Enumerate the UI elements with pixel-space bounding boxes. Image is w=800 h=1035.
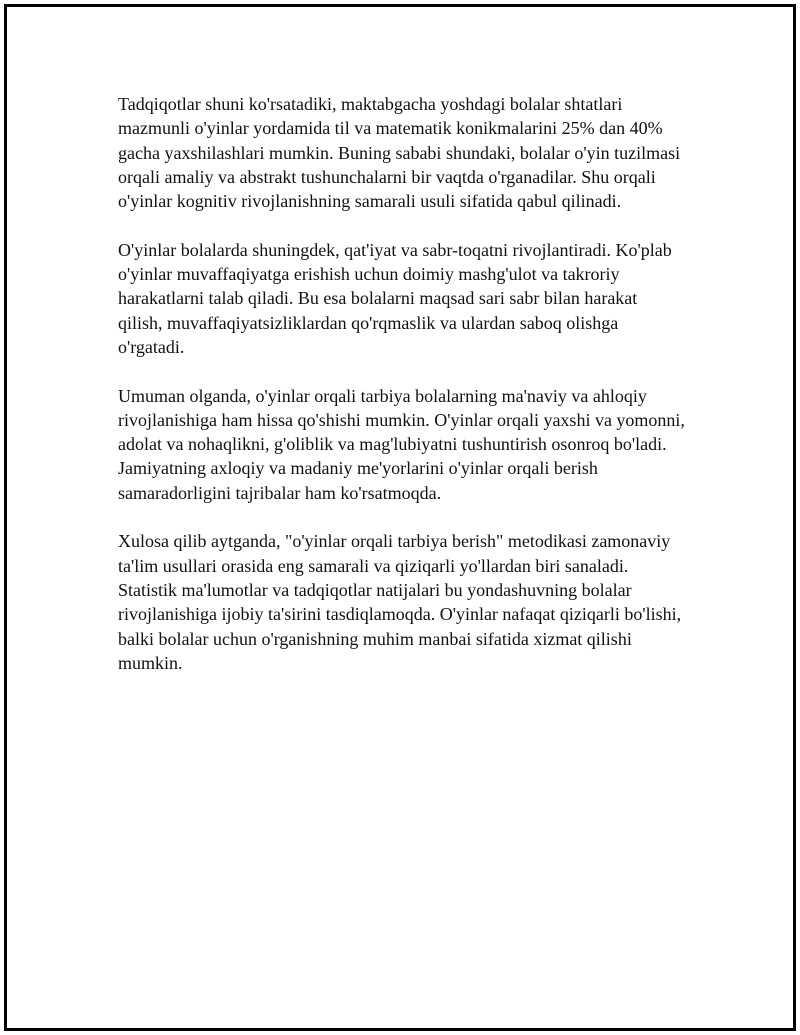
paragraph-conclusion: Xulosa qilib aytganda, "o'yinlar orqali tarbiya berish" metodikasi zamonaviy ta'lim usullari orasida eng samarali va qiziqarli yo'llardan biri sanaladi. Statistik ma'lumotlar va tadqiqotlar natijalari bu yondashuvning bolalar rivojlanishiga ijobiy ta'sirini tasdiqlamoqda. O'yinlar nafaqat qiziqarli bo'lishi, balki bolalar uchun o'rganishning muhim manbai sifatida xizmat qilishi mumkin. bbox=[118, 531, 682, 673]
document-body bbox=[118, 92, 686, 699]
paragraph-moral-development: Umuman olganda, o'yinlar orqali tarbiya bolalarning ma'naviy va ahloqiy rivojlanishiga ham hissa qo'shishi mumkin. O'yinlar orqali yaxshi va yomonni, adolat va nohaqlikni, g'oliblik va mag'lubiyatni tushuntirish osonroq bo'ladi. Jamiyatning axloqiy va madaniy me'yorlarini o'yinlar orqali berish samaradorligini tajribalar ham ko'rsatmoqda. bbox=[118, 385, 685, 503]
paragraph-patience: O'yinlar bolalarda shuningdek, qat'iyat va sabr-toqatni rivojlantiradi. Ko'plab o'yinlar muvaffaqiyatga erishish uchun doimiy mashg'ulot va takroriy harakatlarni talab qiladi. Bu esa bolalarni maqsad sari sabr bilan harakat qilish, muvaffaqiyatsizliklardan qo'rqmaslik va ulardan saboq olishga o'rgatadi. bbox=[118, 239, 672, 357]
paragraph-research-findings: Tadqiqotlar shuni ko'rsatadiki, maktabgacha yoshdagi bolalar shtatlari mazmunli o'yinlar yordamida til va matematik konikmalarini 25% dan 40% gacha yaxshilashlari mumkin. Buning sababi shundaki, bolalar o'yin tuzilmasi orqali amaliy va abstrakt tushunchalarni bir vaqtda o'rganadilar. Shu orqali o'yinlar kognitiv rivojlanishning samarali usuli sifatida qabul qilinadi. bbox=[118, 94, 681, 212]
